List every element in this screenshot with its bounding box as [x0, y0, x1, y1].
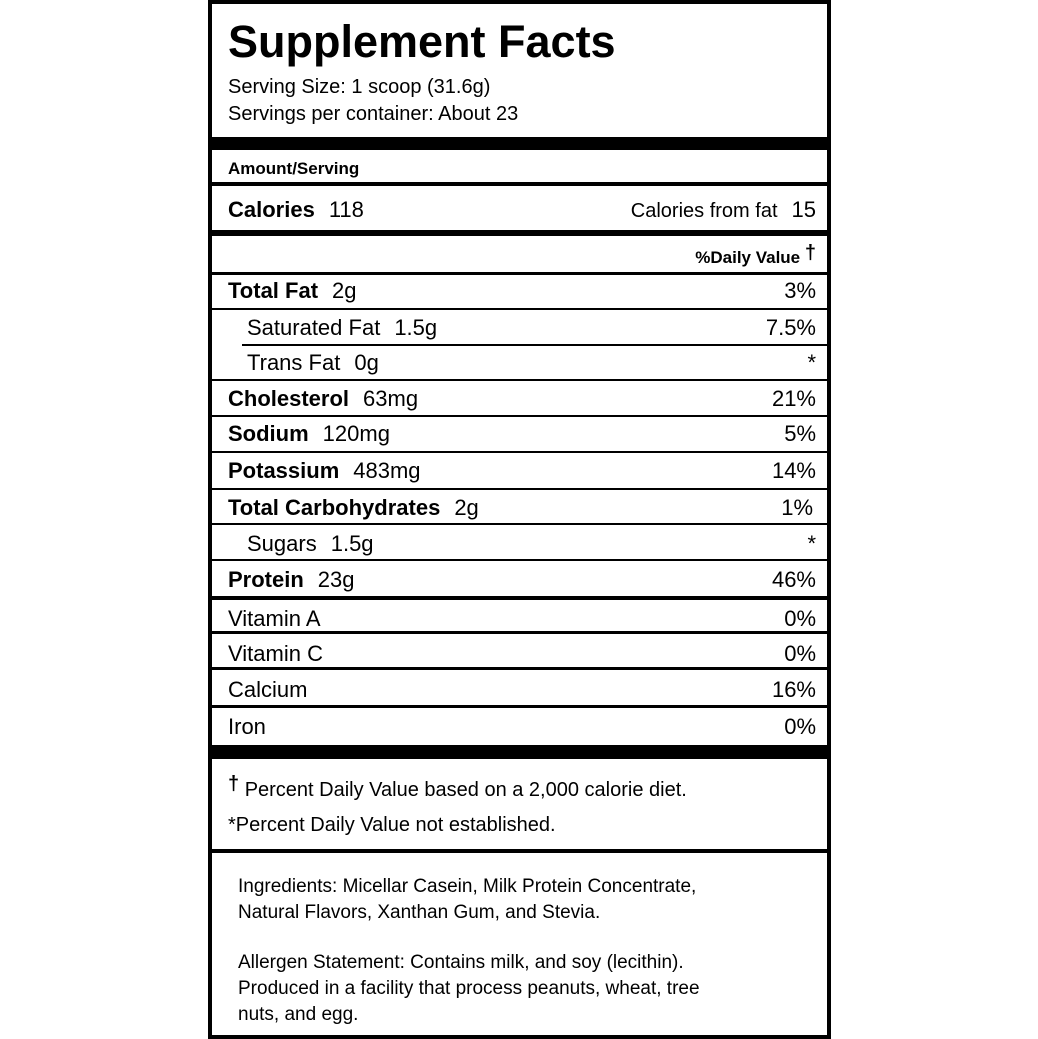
divider — [212, 308, 827, 310]
calories-label: Calories — [228, 197, 315, 222]
nutrient-name: Sodium — [228, 421, 309, 446]
serving-size: Serving Size: 1 scoop (31.6g) — [228, 76, 491, 98]
footnote-asterisk: *Percent Daily Value not established. — [228, 814, 556, 836]
nutrient-name: Trans Fat — [247, 350, 341, 375]
nutrient-row-protein — [228, 567, 816, 593]
divider — [212, 667, 827, 670]
label-title: Supplement Facts — [228, 16, 616, 67]
divider — [212, 596, 827, 600]
amount-serving-header: Amount/Serving — [228, 159, 360, 178]
divider — [242, 344, 827, 346]
nutrient-amount: 1.5g — [394, 315, 438, 340]
vitamin-row-iron — [228, 714, 816, 740]
nutrient-amount: 0g — [354, 350, 379, 375]
vitamin-name: Vitamin A — [228, 606, 321, 631]
nutrient-row-potassium — [228, 458, 816, 484]
divider — [212, 631, 827, 634]
vitamin-row-vitamin-c — [228, 641, 816, 667]
daily-value-header: %Daily Value — [695, 248, 801, 267]
nutrient-row-sugars — [247, 531, 816, 557]
thick-divider — [212, 137, 827, 150]
nutrient-name: Saturated Fat — [247, 315, 381, 340]
nutrient-amount: 1.5g — [330, 531, 374, 556]
nutrient-amount: 2g — [332, 278, 357, 303]
divider — [212, 451, 827, 453]
nutrient-name: Potassium — [228, 458, 340, 483]
nutrient-dv: * — [807, 350, 816, 375]
servings-per-container: Servings per container: About 23 — [228, 103, 519, 125]
nutrient-name: Total Fat — [228, 278, 319, 303]
nutrient-dv: 7.5% — [765, 315, 816, 340]
vitamin-row-calcium — [228, 677, 816, 703]
dagger-symbol: † — [804, 242, 816, 264]
nutrient-row-saturated-fat — [247, 315, 816, 341]
calories-value: 118 — [328, 197, 364, 222]
nutrient-row-total-carbohydrates — [228, 495, 816, 521]
nutrient-dv: 21% — [771, 386, 816, 411]
vitamin-dv: 16% — [771, 677, 816, 702]
divider — [212, 272, 827, 275]
nutrient-dv: * — [807, 531, 816, 556]
nutrient-name: Protein — [228, 567, 304, 592]
nutrient-name: Total Carbohydrates — [228, 495, 441, 520]
vitamin-dv: 0% — [784, 606, 816, 631]
divider — [212, 488, 827, 490]
nutrient-amount: 63mg — [363, 386, 419, 411]
nutrient-dv: 1% — [781, 495, 813, 520]
nutrient-row-total-fat — [228, 278, 816, 304]
nutrient-dv: 5% — [784, 421, 816, 446]
divider — [212, 415, 827, 417]
divider — [212, 379, 827, 381]
nutrient-name: Cholesterol — [228, 386, 350, 411]
ingredients-statement: Ingredients: Micellar Casein, Milk Protein Concentrate, Natural Flavors, Xanthan Gum, and Stevia. — [238, 876, 697, 923]
nutrient-row-trans-fat — [247, 350, 816, 376]
divider — [212, 559, 827, 561]
calories-row — [228, 197, 816, 224]
divider — [212, 849, 827, 853]
divider — [212, 523, 827, 525]
vitamin-name: Calcium — [228, 677, 308, 702]
medium-divider — [212, 230, 827, 236]
nutrient-dv: 46% — [771, 567, 816, 592]
footnote-dagger-text: Percent Daily Value based on a 2,000 calorie diet. — [244, 779, 687, 801]
vitamin-row-vitamin-a — [228, 606, 816, 632]
calories-from-fat-label: Calories from fat — [630, 200, 778, 222]
vitamin-dv: 0% — [784, 641, 816, 666]
nutrient-name: Sugars — [247, 531, 317, 556]
nutrient-amount: 2g — [454, 495, 479, 520]
nutrient-dv: 3% — [784, 278, 816, 303]
vitamin-dv: 0% — [784, 714, 816, 739]
supplement-facts-label — [208, 0, 831, 1039]
nutrient-dv: 14% — [771, 458, 816, 483]
nutrient-row-sodium — [228, 421, 816, 447]
divider — [212, 182, 827, 186]
thick-divider — [212, 745, 827, 759]
vitamin-name: Iron — [228, 714, 266, 739]
footnote-dagger — [228, 773, 687, 802]
vitamin-name: Vitamin C — [228, 641, 323, 666]
calories-from-fat-value: 15 — [791, 197, 816, 222]
nutrient-amount: 120mg — [322, 421, 390, 446]
dagger-symbol: † — [228, 773, 240, 795]
nutrient-amount: 483mg — [353, 458, 421, 483]
allergen-statement: Allergen Statement: Contains milk, and soy (lecithin). Produced in a facility that process peanuts, wheat, tree nuts, and egg. — [238, 952, 700, 1025]
nutrient-amount: 23g — [317, 567, 355, 592]
daily-value-header-row — [228, 244, 816, 271]
nutrient-row-cholesterol — [228, 386, 816, 412]
divider — [212, 705, 827, 708]
